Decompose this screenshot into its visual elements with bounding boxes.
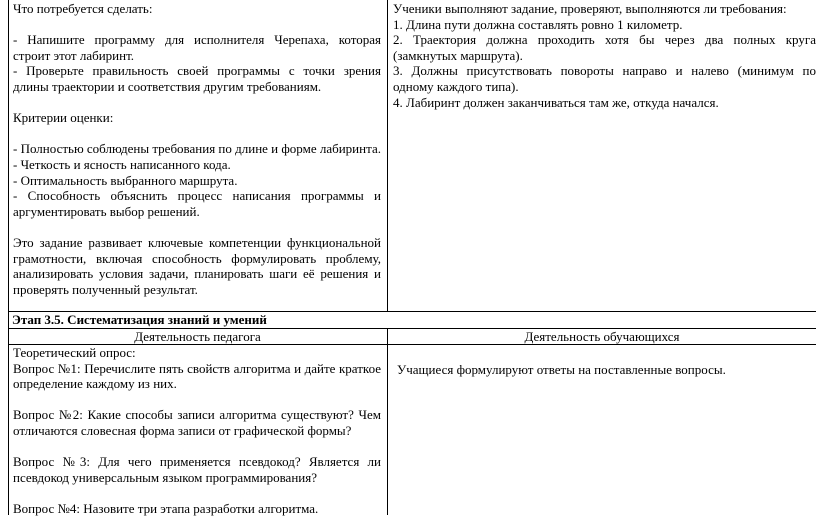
requirements-intro: Ученики выполняют задание, проверяют, выполняются ли требования: <box>393 1 787 16</box>
competencies-paragraph: Это задание развивает ключевые компетенции функциональной грамотности, включая способность формулировать проблему, анализировать условия задачи, планировать шаги её решения и проверять полученный результат. <box>13 234 381 297</box>
requirement-2: 2. Траектория должна проходить хотя бы через два полных круга (замкнутых маршрута). <box>393 32 816 63</box>
teacher-activity-header: Деятельность педагога <box>134 329 261 344</box>
task-item-check-program: - Проверьте правильность своей программы с точки зрения длины траектории и соответствия другим требованиям. <box>13 63 381 94</box>
task-description-cell <box>13 1 381 297</box>
criteria-item-route: - Оптимальность выбранного маршрута. <box>13 172 238 188</box>
requirement-1: 1. Длина пути должна составлять ровно 1 километр. <box>393 16 683 32</box>
blank-line <box>13 17 381 33</box>
stage-title: Этап 3.5. Систематизация знаний и умений <box>12 312 267 327</box>
teacher-activity-cell <box>13 345 381 517</box>
criteria-heading: Критерии оценки: <box>13 110 114 126</box>
question-3: Вопрос №3: Для чего применяется псевдокод? Является ли псевдокод универсальным языком программирования? <box>13 454 381 485</box>
blank-line <box>13 392 381 408</box>
criteria-item-explanation: - Способность объяснить процесс написания программы и аргументировать выбор решений. <box>13 188 381 219</box>
task-intro: Что потребуется сделать: <box>13 1 153 16</box>
question-4: Вопрос №4: Назовите три этапа разработки алгоритма. <box>13 500 319 516</box>
column-divider-top <box>387 0 388 311</box>
survey-heading: Теоретический опрос: <box>13 345 136 360</box>
criteria-item-requirements: - Полностью соблюдены требования по длине и форме лабиринта. <box>13 141 381 157</box>
blank-line <box>13 95 381 111</box>
criteria-item-code-clarity: - Четкость и ясность написанного кода. <box>13 156 231 172</box>
students-activity-header: Деятельность обучающихся <box>524 329 680 344</box>
requirement-3: 3. Должны присутствовать повороты направо и налево (минимум по одному каждого типа). <box>393 63 816 94</box>
blank-line <box>13 126 381 142</box>
table-left-border <box>8 0 9 515</box>
students-answer-text: Учащиеся формулируют ответы на поставленные вопросы. <box>397 362 726 377</box>
student-requirements-cell <box>393 1 816 110</box>
cell-top-spacer <box>397 345 812 362</box>
blank-line <box>13 439 381 455</box>
column-divider-bottom <box>387 328 388 515</box>
blank-line <box>13 485 381 501</box>
task-item-write-program: - Напишите программу для исполнителя Черепаха, которая строит этот лабиринт. <box>13 32 381 63</box>
question-1: Вопрос №1: Перечислите пять свойств алгоритма и дайте краткое определение каждому из них. <box>13 360 381 392</box>
question-2: Вопрос №2: Какие способы записи алгоритма существуют? Чем отличаются словесная форма записи от графической формы? <box>13 407 381 438</box>
students-activity-cell <box>397 345 812 378</box>
blank-line <box>13 219 381 235</box>
requirement-4: 4. Лабиринт должен заканчиваться там же, откуда начался. <box>393 94 719 110</box>
